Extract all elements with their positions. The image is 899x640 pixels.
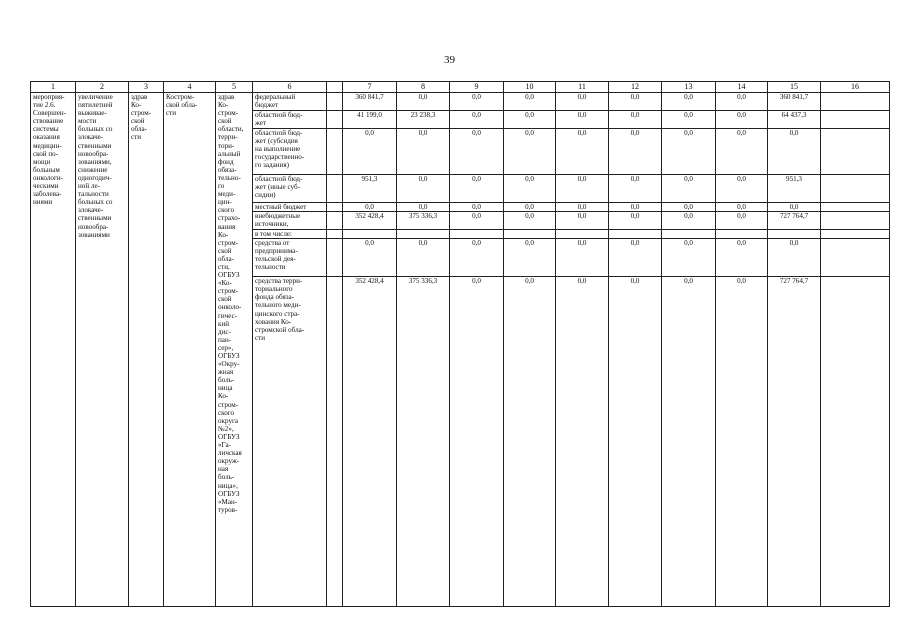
value-cell: 0,0 xyxy=(768,203,821,212)
goal-cell-line: зованиями xyxy=(78,230,110,239)
column-number-header: 12 xyxy=(609,82,662,93)
participants-cell-line: онколо- xyxy=(218,303,242,312)
funding-source-cell-line: тельного меди- xyxy=(255,301,301,310)
value-cell: 0,0 xyxy=(450,129,504,175)
participants-cell-line: стром- xyxy=(218,287,239,296)
participants-cell-line: «Окру- xyxy=(218,360,240,369)
value-cell: 0,0 xyxy=(556,203,609,212)
value-cell: 0,0 xyxy=(504,111,556,129)
column-number-header: 7 xyxy=(343,82,397,93)
value-cell: 0,0 xyxy=(556,239,609,277)
value-cell: 0,0 xyxy=(768,129,821,175)
value-cell xyxy=(821,277,890,607)
value-cell: 0,0 xyxy=(662,111,716,129)
funding-source-cell-line: жет (субсидия xyxy=(255,137,298,146)
funding-source-cell-line: областной бюд- xyxy=(255,129,303,137)
spacer-cell xyxy=(327,175,343,203)
funding-source-cell-line: жет (иные суб- xyxy=(255,183,300,192)
goal-cell-line: новообра- xyxy=(78,149,109,158)
participants-cell-line: дис- xyxy=(218,327,231,336)
goal-cell-line: одногодич- xyxy=(78,173,112,182)
page-number: 39 xyxy=(444,54,455,66)
participants-cell-line: Ко- xyxy=(218,392,229,401)
participants-cell-line: кий xyxy=(218,319,230,328)
goal-cell-line: ственными xyxy=(78,214,112,223)
column-number-header: 14 xyxy=(716,82,768,93)
region-cell-line: ской обла- xyxy=(166,101,198,110)
spacer-cell xyxy=(327,129,343,175)
value-cell: 951,3 xyxy=(343,175,397,203)
participants-cell-line: обяза- xyxy=(218,165,237,174)
value-cell: 64 437,3 xyxy=(768,111,821,129)
funding-source-cell-line: федеральный xyxy=(255,93,296,101)
funding-source-cell xyxy=(253,129,327,175)
value-cell: 0,0 xyxy=(716,277,768,607)
funding-source-cell-line: на выполнение xyxy=(255,145,301,154)
executor-cell-line: стром- xyxy=(131,109,152,118)
participants-cell-line: сти, xyxy=(218,262,230,271)
value-cell: 0,0 xyxy=(716,203,768,212)
value-cell xyxy=(343,230,397,239)
column-number-header: 4 xyxy=(164,82,216,93)
region-cell-line: Костром- xyxy=(166,93,195,101)
value-cell: 0,0 xyxy=(662,212,716,230)
funding-source-cell-line: бюджет xyxy=(255,101,279,110)
measure-cell xyxy=(31,93,76,607)
executor-cell-line: обла- xyxy=(131,125,148,134)
goal-cell-line: больных со xyxy=(78,125,113,134)
funding-source-cell-line: областной бюд- xyxy=(255,175,303,183)
value-cell: 0,0 xyxy=(662,93,716,111)
value-cell xyxy=(821,93,890,111)
value-cell: 0,0 xyxy=(768,239,821,277)
column-number-header: 2 xyxy=(76,82,129,93)
participants-cell-line: личская xyxy=(218,449,242,458)
spacer-cell xyxy=(327,212,343,230)
participants-cell-line: здрав xyxy=(218,93,235,101)
value-cell: 0,0 xyxy=(504,203,556,212)
value-cell: 23 238,3 xyxy=(397,111,450,129)
goal-cell-line: новообра- xyxy=(78,222,109,231)
value-cell: 352 428,4 xyxy=(343,277,397,607)
measure-cell-line: ниями xyxy=(33,198,53,207)
executor-cell-line: сти xyxy=(131,133,142,142)
value-cell: 0,0 xyxy=(450,239,504,277)
value-cell xyxy=(504,230,556,239)
measure-cell-line: медицин- xyxy=(33,141,62,150)
column-number-header: 1 xyxy=(31,82,76,93)
value-cell: 352 428,4 xyxy=(343,212,397,230)
funding-source-cell-line: хования Ко- xyxy=(255,317,292,326)
value-cell: 0,0 xyxy=(504,239,556,277)
value-cell: 0,0 xyxy=(609,212,662,230)
funding-source-cell-line: сти xyxy=(255,333,266,342)
participants-cell-line: №2», xyxy=(218,424,234,433)
measure-cell-line: больным xyxy=(33,165,60,174)
value-cell: 0,0 xyxy=(504,277,556,607)
measure-cell-line: мероприя- xyxy=(33,93,65,101)
participants-cell-line: боль- xyxy=(218,473,235,482)
participants-cell-line: вания xyxy=(218,222,236,231)
funding-source-cell xyxy=(253,203,327,212)
executor-cell-line: здрав xyxy=(131,93,148,101)
measure-cell-line: онкологи- xyxy=(33,173,64,182)
participants-cell-line: ОГБУЗ xyxy=(218,489,240,498)
goal-cell-line: выживаe- xyxy=(78,109,107,118)
value-cell: 0,0 xyxy=(662,203,716,212)
value-cell: 0,0 xyxy=(343,203,397,212)
table-row xyxy=(31,93,890,111)
measure-cell-line: тие 2.6. xyxy=(33,101,56,110)
executor-cell-line: ской xyxy=(131,117,145,126)
value-cell xyxy=(397,230,450,239)
column-number-header: 11 xyxy=(556,82,609,93)
participants-cell xyxy=(216,93,253,607)
goal-cell-line: ной ле- xyxy=(78,182,100,191)
value-cell: 0,0 xyxy=(716,175,768,203)
value-cell: 0,0 xyxy=(397,129,450,175)
participants-cell-line: обла- xyxy=(218,254,235,263)
value-cell xyxy=(821,111,890,129)
participants-cell-line: сер», xyxy=(218,343,234,352)
goal-cell-line: больных со xyxy=(78,198,113,207)
value-cell xyxy=(821,239,890,277)
participants-cell-line: жная xyxy=(218,368,234,377)
participants-cell-line: Ко- xyxy=(218,101,229,110)
value-cell: 0,0 xyxy=(397,175,450,203)
funding-source-cell-line: сидии) xyxy=(255,191,276,200)
value-cell: 0,0 xyxy=(450,212,504,230)
measure-cell-line: системы xyxy=(33,125,59,134)
value-cell: 0,0 xyxy=(397,239,450,277)
funding-source-cell xyxy=(253,212,327,230)
value-cell: 375 336,3 xyxy=(397,277,450,607)
value-cell: 0,0 xyxy=(450,203,504,212)
participants-cell-line: ского xyxy=(218,206,235,215)
value-cell: 0,0 xyxy=(609,277,662,607)
goal-cell-line: злокаче- xyxy=(78,133,104,142)
goal-cell-line: ственными xyxy=(78,141,112,150)
value-cell: 0,0 xyxy=(716,129,768,175)
column-number-header: 3 xyxy=(129,82,164,93)
value-cell: 0,0 xyxy=(609,175,662,203)
measure-cell-line: оказания xyxy=(33,133,60,142)
funding-source-cell xyxy=(253,230,327,239)
value-cell: 0,0 xyxy=(662,239,716,277)
value-cell xyxy=(609,230,662,239)
spacer-cell xyxy=(327,203,343,212)
value-cell xyxy=(821,129,890,175)
participants-cell-line: страхо- xyxy=(218,214,241,223)
participants-cell-line: го xyxy=(218,182,225,191)
participants-cell-line: ная xyxy=(218,465,229,474)
funding-source-cell-line: го задания) xyxy=(255,161,289,170)
participants-cell-line: фонд xyxy=(218,157,234,166)
value-cell: 0,0 xyxy=(556,277,609,607)
value-cell: 0,0 xyxy=(716,239,768,277)
goal-cell-line: снижение xyxy=(78,165,108,174)
value-cell: 0,0 xyxy=(609,203,662,212)
column-number-header: 10 xyxy=(504,82,556,93)
goal-cell-line: зованиями, xyxy=(78,157,112,166)
funding-source-cell-line: тельности xyxy=(255,263,286,272)
column-number-header: 15 xyxy=(768,82,821,93)
funding-source-cell-line: предпринима- xyxy=(255,247,298,256)
value-cell: 0,0 xyxy=(450,111,504,129)
value-cell: 0,0 xyxy=(556,212,609,230)
value-cell: 360 841,7 xyxy=(768,93,821,111)
participants-cell-line: стром- xyxy=(218,400,239,409)
spacer-cell xyxy=(327,277,343,607)
column-number-header: 6 xyxy=(253,82,327,93)
participants-cell-line: стром- xyxy=(218,109,239,118)
value-cell: 0,0 xyxy=(450,93,504,111)
value-cell xyxy=(556,230,609,239)
goal-cell xyxy=(76,93,129,607)
measure-cell-line: Совершен- xyxy=(33,109,67,118)
value-cell: 727 764,7 xyxy=(768,212,821,230)
value-cell: 0,0 xyxy=(556,175,609,203)
value-cell: 727 764,7 xyxy=(768,277,821,607)
funding-source-cell-line: стромской обла- xyxy=(255,325,305,334)
participants-cell-line: альный xyxy=(218,149,241,158)
value-cell xyxy=(821,175,890,203)
value-cell: 41 199,0 xyxy=(343,111,397,129)
value-cell: 0,0 xyxy=(716,111,768,129)
value-cell xyxy=(821,230,890,239)
value-cell: 0,0 xyxy=(450,175,504,203)
goal-cell-line: тальности xyxy=(78,190,109,199)
value-cell: 0,0 xyxy=(343,239,397,277)
spacer-cell xyxy=(327,93,343,111)
column-number-header: 16 xyxy=(821,82,890,93)
participants-cell-line: ской xyxy=(218,117,232,126)
participants-cell-line: терри- xyxy=(218,133,238,142)
spacer-cell xyxy=(327,239,343,277)
funding-source-cell-line: фонда обяза- xyxy=(255,293,295,302)
funding-source-cell-line: средства от xyxy=(255,239,290,248)
value-cell: 951,3 xyxy=(768,175,821,203)
funding-source-cell-line: средства терри- xyxy=(255,277,303,286)
column-number-header: 9 xyxy=(450,82,504,93)
funding-source-cell-line: ториального xyxy=(255,285,293,294)
participants-cell-line: тори- xyxy=(218,141,235,150)
goal-cell-line: пятилетней xyxy=(78,101,113,110)
executor-cell xyxy=(129,93,164,607)
funding-source-cell xyxy=(253,239,327,277)
value-cell: 0,0 xyxy=(556,129,609,175)
value-cell: 0,0 xyxy=(662,277,716,607)
table-body xyxy=(31,93,890,607)
participants-cell-line: ница xyxy=(218,384,233,393)
measure-cell-line: мощи xyxy=(33,157,51,166)
value-cell xyxy=(821,212,890,230)
funding-source-cell xyxy=(253,175,327,203)
funding-source-cell-line: областной бюд- xyxy=(255,111,303,119)
funding-source-cell xyxy=(253,93,327,111)
value-cell: 375 336,3 xyxy=(397,212,450,230)
participants-cell-line: цин- xyxy=(218,198,232,207)
value-cell xyxy=(768,230,821,239)
funding-source-cell xyxy=(253,277,327,607)
value-cell: 0,0 xyxy=(504,175,556,203)
participants-cell-line: ской xyxy=(218,295,232,304)
participants-cell-line: ОГБУЗ xyxy=(218,352,240,360)
funding-source-cell-line: тельской дея- xyxy=(255,255,296,264)
value-cell: 0,0 xyxy=(609,111,662,129)
participants-cell-line: тельно- xyxy=(218,173,241,182)
value-cell: 0,0 xyxy=(504,129,556,175)
value-cell xyxy=(821,203,890,212)
column-number-header xyxy=(327,82,343,93)
participants-cell-line: Ко- xyxy=(218,230,229,239)
participants-cell-line: ница», xyxy=(218,481,238,490)
participants-cell-line: боль- xyxy=(218,376,235,385)
measure-cell-line: заболева- xyxy=(33,190,62,199)
goal-cell-line: злокаче- xyxy=(78,206,104,215)
goal-cell-line: увеличение xyxy=(78,93,113,101)
funding-source-cell-line: источники, xyxy=(255,220,289,229)
participants-cell-line: ской xyxy=(218,246,232,255)
participants-cell-line: ского xyxy=(218,408,235,417)
value-cell: 0,0 xyxy=(609,129,662,175)
value-cell: 0,0 xyxy=(397,203,450,212)
value-cell: 0,0 xyxy=(662,175,716,203)
participants-cell-line: пан- xyxy=(218,335,232,344)
budget-table xyxy=(30,81,890,607)
value-cell xyxy=(716,230,768,239)
participants-cell-line: окруж- xyxy=(218,457,240,466)
funding-source-cell-line: жет xyxy=(255,119,267,128)
value-cell: 0,0 xyxy=(450,277,504,607)
value-cell: 0,0 xyxy=(556,93,609,111)
measure-cell-line: ской по- xyxy=(33,149,59,158)
value-cell: 0,0 xyxy=(716,212,768,230)
column-number-header: 13 xyxy=(662,82,716,93)
funding-source-cell-line: в том числе: xyxy=(255,230,292,239)
participants-cell-line: меди- xyxy=(218,190,236,199)
value-cell xyxy=(662,230,716,239)
value-cell: 0,0 xyxy=(609,239,662,277)
value-cell: 360 841,7 xyxy=(343,93,397,111)
value-cell: 0,0 xyxy=(556,111,609,129)
participants-cell-line: «Ко- xyxy=(218,279,232,288)
spacer-cell xyxy=(327,111,343,129)
value-cell: 0,0 xyxy=(662,129,716,175)
value-cell: 0,0 xyxy=(504,93,556,111)
value-cell: 0,0 xyxy=(716,93,768,111)
region-cell-line: сти xyxy=(166,109,177,118)
funding-source-cell xyxy=(253,111,327,129)
column-number-header: 5 xyxy=(216,82,253,93)
region-cell xyxy=(164,93,216,607)
value-cell: 0,0 xyxy=(343,129,397,175)
participants-cell-line: округа xyxy=(218,416,239,425)
participants-cell-line: стром- xyxy=(218,238,239,247)
participants-cell-line: области, xyxy=(218,125,244,134)
participants-cell-line: туров- xyxy=(218,505,238,514)
participants-cell-line: ОГБУЗ xyxy=(218,432,240,441)
executor-cell-line: Ко- xyxy=(131,101,142,110)
participants-cell-line: ОГБУЗ xyxy=(218,271,240,280)
funding-source-cell-line: внебюджетные xyxy=(255,212,301,221)
value-cell: 0,0 xyxy=(504,212,556,230)
measure-cell-line: ствование xyxy=(33,117,64,126)
header-row xyxy=(31,82,890,93)
funding-source-cell-line: государственно- xyxy=(255,153,305,162)
measure-cell-line: ческими xyxy=(33,182,59,191)
participants-cell-line: гичес- xyxy=(218,311,238,320)
goal-cell-line: мости xyxy=(78,117,97,126)
participants-cell-line: «Га- xyxy=(218,441,231,450)
funding-source-cell-line: местный бюджет xyxy=(255,203,307,211)
participants-cell-line: «Ман- xyxy=(218,497,238,506)
spacer-cell xyxy=(327,230,343,239)
value-cell: 0,0 xyxy=(397,93,450,111)
funding-source-cell-line: цинского стра- xyxy=(255,309,300,318)
value-cell xyxy=(450,230,504,239)
value-cell: 0,0 xyxy=(609,93,662,111)
column-number-header: 8 xyxy=(397,82,450,93)
